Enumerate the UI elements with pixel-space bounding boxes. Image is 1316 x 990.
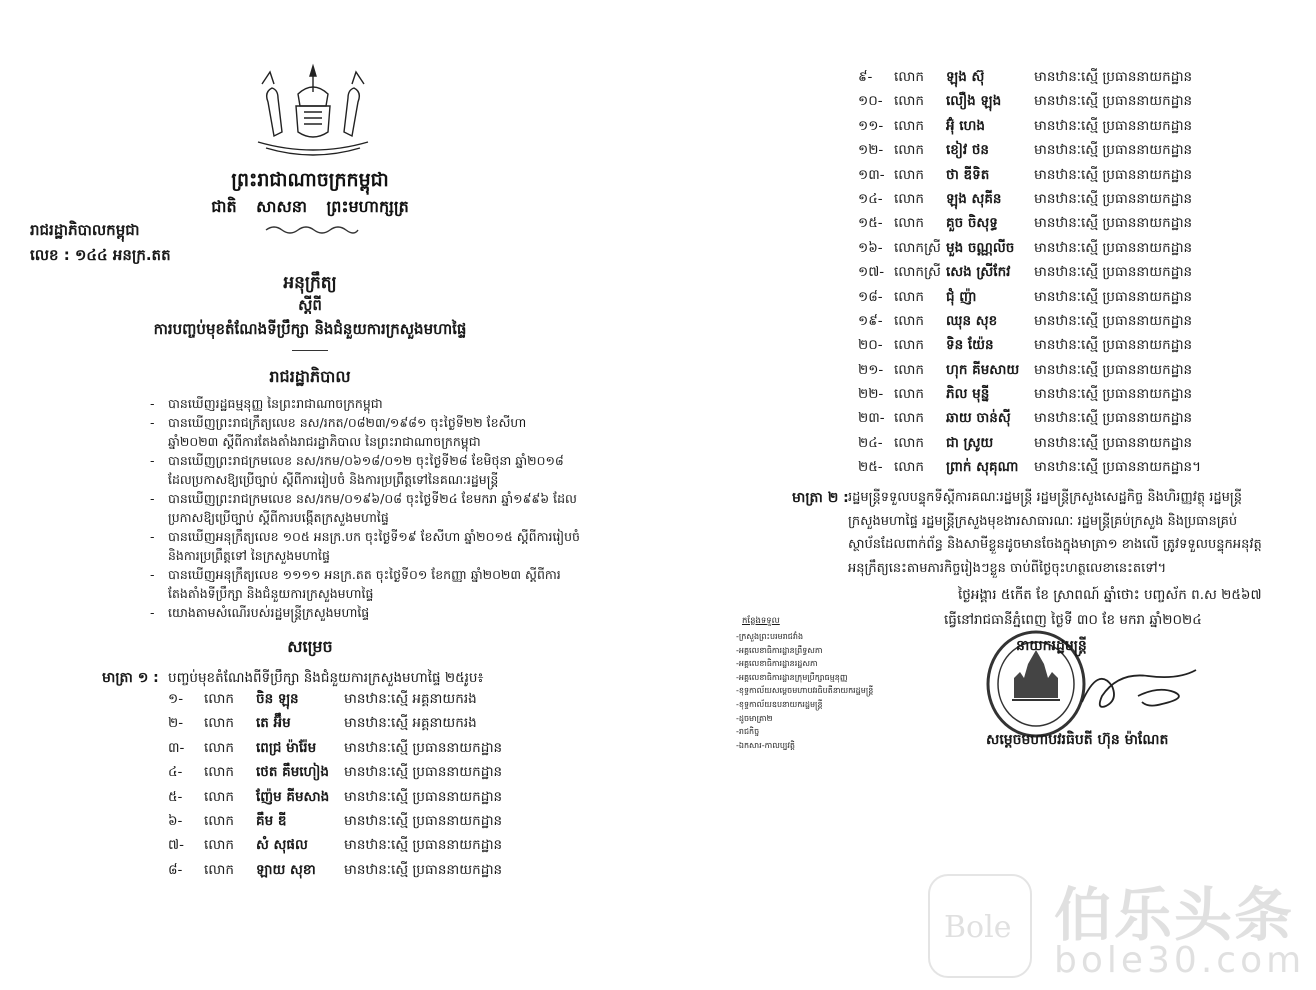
kingdom-title: ព្រះរាជាណាចក្រកម្ពុជា: [231, 169, 389, 191]
place-and-date: ធ្វើនៅរាជធានីភ្នំពេញ ថ្ងៃទី ៣០ ខែ មករា ឆ្នាំ២០២៤: [944, 612, 1202, 628]
government-name: រាជរដ្ឋាភិបាលកម្ពុជា: [30, 221, 140, 239]
decision-heading: សម្រេច: [287, 637, 333, 656]
royal-arms-emblem-icon: [248, 62, 378, 162]
roster-row: ៣- លោក ពេជ្រ ម៉ារ៉ែម មានឋានៈស្មើ ប្រធាននាយកដ្ឋាន: [168, 739, 503, 756]
roster-row: ២២- លោក ភិល មុន្នី មានឋានៈស្មើ ប្រធាននាយកដ្ឋាន: [858, 386, 1193, 403]
recipients-heading: កន្លែងទទួល: [742, 616, 780, 626]
preamble-item: - បានឃើញព្រះរាជក្រឹត្យលេខ នស/រកត/០៨២៣/១៩៨១ ចុះថ្ងៃទី២២ ខែសីហា ឆ្នាំ២០២៣ ស្តីពីការតែងតាំងរាជរដ្ឋាភិបាល នៃព្រះរាជាណាចក្រកម្ពុជា: [150, 415, 527, 449]
watermark-logo-icon: Bole: [928, 874, 1032, 978]
ornament-divider-icon: [262, 224, 362, 236]
article-1-label: មាត្រា ១ :: [102, 670, 159, 686]
roster-row: ១៨- លោក ជុំ ញ៉ា មានឋានៈស្មើ ប្រធាននាយកដ្ឋាន: [858, 288, 1193, 305]
recipient-item: -អគ្គលេខាធិការដ្ឋានរដ្ឋសភា: [736, 659, 818, 669]
roster-row: ១៩- លោក ឈុន សុខ មានឋានៈស្មើ ប្រធាននាយកដ្ឋាន: [858, 312, 1193, 329]
roster-row: ៥- លោក ញ៉ែម គីមសាង មានឋានៈស្មើ ប្រធាននាយកដ្ឋាន: [168, 788, 503, 805]
watermark-url: bole30.com: [1054, 940, 1306, 981]
about-label: ស្តីពី: [298, 296, 322, 314]
document-number: លេខ : ១៤៤ អនក្រ.តត: [30, 246, 171, 264]
roster-row: ១៦- លោកស្រី មួង ចណ្ណលីច មានឋានៈស្មើ ប្រធាននាយកដ្ឋាន: [858, 239, 1193, 256]
roster-row: ៧- លោក សំ សុផល មានឋានៈស្មើ ប្រធាននាយកដ្ឋាន: [168, 837, 503, 854]
roster-list: [168, 690, 608, 885]
roster-row: ៨- លោក ឡាយ សុខា មានឋានៈស្មើ ប្រធាននាយកដ្ឋាន: [168, 861, 503, 878]
preamble-list: [150, 394, 580, 622]
roster-row: ២៣- លោក ឆាយ ចាន់ស៊ី មានឋានៈស្មើ ប្រធាននាយកដ្ឋាន: [858, 410, 1193, 427]
roster-row: ១៣- លោក ថា ឌីទិត មានឋានៈស្មើ ប្រធាននាយកដ្ឋាន: [858, 166, 1193, 183]
recipient-item: -ខុទ្ទកាល័យសម្តេចមហាបវរធិបតីនាយករដ្ឋមន្ត្រី: [736, 686, 874, 696]
recipient-item: -ក្រសួងព្រះបរមរាជវាំង: [736, 632, 804, 641]
preamble-item: - បានឃើញអនុក្រឹត្យលេខ ១១១១ អនក្រ.តត ចុះថ្ងៃទី០១ ខែកញ្ញា ឆ្នាំ២០២៣ ស្តីពីការតែងតាំងទីប្រឹក្សា និងជំនួយការក្រសួងមហាផ្ទៃ: [150, 567, 561, 601]
article-1-text: បញ្ចប់មុខតំណែងពីទីប្រឹក្សា និងជំនួយការក្រសួងមហាផ្ទៃ ២៥រូប៖: [168, 670, 484, 686]
preamble-item: - បានឃើញរដ្ឋធម្មនុញ្ញ នៃព្រះរាជាណាចក្រកម្ពុជា: [150, 396, 383, 411]
lunar-date: ថ្ងៃអង្គារ ៥កើត ខែ ស្រាពណ៍ ឆ្នាំថោះ បញ្ចស័ក ព.ស ២៥៦៧: [958, 587, 1262, 603]
watermark-brand: 伯乐头条: [1054, 881, 1295, 949]
roster-row: ៦- លោក គឹម ឌី មានឋានៈស្មើ ប្រធាននាយកដ្ឋាន: [168, 812, 503, 829]
recipient-item: -ខុទ្ទកាល័យឧបនាយករដ្ឋមន្ត្រី: [736, 699, 823, 709]
roster-row: ២៤- លោក ជា ស្រូយ មានឋានៈស្មើ ប្រធាននាយកដ្ឋាន: [858, 434, 1193, 451]
preamble-item: - បានឃើញព្រះរាជក្រមលេខ នស/រកម/០៦១៨/០១២ ចុះថ្ងៃទី២៨ ខែមិថុនា ឆ្នាំ២០១៨ ដែលប្រកាសឱ្យប្រើច្បាប់ ស្តីពីការរៀបចំ និងការប្រព្រឹត្តទៅនៃគណៈរដ្ឋមន្ត្រី: [150, 453, 564, 487]
roster-row: ៩- លោក ឡុង ស៊ុ មានឋានៈស្មើ ប្រធាននាយកដ្ឋាន: [858, 69, 1193, 85]
recipient-item: -ដូចមាត្រា២: [736, 713, 773, 723]
issuer-heading: រាជរដ្ឋាភិបាល: [269, 367, 351, 386]
preamble-item: - យោងតាមសំណើរបស់រដ្ឋមន្ត្រីក្រសួងមហាផ្ទៃ: [150, 605, 370, 620]
roster-row: ១០- លោក លឿង ឡុង មានឋានៈស្មើ ប្រធាននាយកដ្ឋាន: [858, 93, 1193, 110]
article-2-text: រដ្ឋមន្ត្រីទទួលបន្ទុកទីស្តីការគណៈរដ្ឋមន្ត្រី រដ្ឋមន្ត្រីក្រសួងសេដ្ឋកិច្ច និងហិរញ្ញវត្ថុ រដ្ឋមន្ត្រីក្រសួងមហាផ្ទៃ រដ្ឋមន្ត្រីក្រសួងមុខងារសាធារណៈ រដ្ឋមន្ត្រីគ្រប់ក្រសួង និងប្រធានគ្រប់ស្ថាប័នដែលពាក់ព័ន្ធ និងសាមីខ្លួនដូចមានចែងក្នុងមាត្រា១ ខាងលើ ត្រូវទទួលបន្ទុកអនុវត្តអនុក្រឹត្យនេះតាមភារកិច្ចរៀងៗខ្លួន ចាប់ពីថ្ងៃចុះហត្ថលេខានេះតទៅ។: [848, 490, 1262, 576]
roster-row: ២- លោក តេ អ៊ឹម មានឋានៈស្មើ អគ្គនាយករង: [168, 715, 477, 732]
preamble-item: - បានឃើញព្រះរាជក្រមលេខ នស/រកម/០១៩៦/០៨ ចុះថ្ងៃទី២៤ ខែមករា ឆ្នាំ១៩៩៦ ដែលប្រកាសឱ្យប្រើច្បាប់ ស្តីពីការបង្កើតក្រសួងមហាផ្ទៃ: [150, 491, 577, 525]
title-divider: [292, 350, 328, 351]
roster-row: ១៤- លោក ឡុង សុគីន មានឋានៈស្មើ ប្រធាននាយកដ្ឋាន: [858, 190, 1193, 207]
roster-row: ២៥- លោក ព្រាក់ សុគុណា មានឋានៈស្មើ ប្រធាននាយកដ្ឋាន។: [858, 459, 1202, 476]
document-type: អនុក្រឹត្យ: [283, 273, 337, 293]
handwritten-signature-icon: [1078, 656, 1200, 714]
roster-row: ៤- លោក ថេត គឹមហៀង មានឋានៈស្មើ ប្រធាននាយកដ្ឋាន: [168, 764, 503, 781]
recipient-item: -អគ្គលេខាធិការដ្ឋានក្រុមប្រឹក្សាធម្មនុញ្ញ: [736, 672, 848, 682]
signer-role: នាយករដ្ឋមន្ត្រី: [1016, 638, 1087, 654]
preamble-item: - បានឃើញអនុក្រឹត្យលេខ ១០៥ អនក្រ.បក ចុះថ្ងៃទី១៩ ខែសីហា ឆ្នាំ២០១៥ ស្តីពីការរៀបចំ និងការប្រព្រឹត្តទៅ នៃក្រសួងមហាផ្ទៃ: [150, 529, 580, 563]
recipient-item: -រាជកិច្ច: [736, 727, 760, 737]
recipient-item: -ឯកសារ-កាលប្បវត្តិ: [736, 740, 795, 750]
watermark: [918, 866, 1316, 990]
right-page: [658, 0, 1316, 990]
document-subject: ការបញ្ចប់មុខតំណែងទីប្រឹក្សា និងជំនួយការក្រសួងមហាផ្ទៃ: [153, 320, 467, 338]
article-2-label: មាត្រា ២ :: [792, 490, 849, 506]
roster-row: ១១- លោក អ៊ុំ ហេង មានឋានៈស្មើ ប្រធាននាយកដ្ឋាន: [858, 117, 1193, 134]
roster-row: ១២- លោក ខៀវ ថន មានឋានៈស្មើ ប្រធាននាយកដ្ឋាន: [858, 142, 1193, 159]
national-motto: ជាតិ សាសនា ព្រះមហាក្សត្រ: [211, 197, 409, 216]
recipient-item: -អគ្គលេខាធិការដ្ឋានព្រឹទ្ធសភា: [736, 645, 823, 655]
roster-row: ២០- លោក ទិន យ៉ែន មានឋានៈស្មើ ប្រធាននាយកដ្ឋាន: [858, 337, 1193, 354]
roster-list-continued: [858, 68, 1298, 483]
roster-row: ១៧- លោកស្រី សេង ស្រីកែវ មានឋានៈស្មើ ប្រធាននាយកដ្ឋាន: [858, 264, 1193, 281]
recipients-list: [736, 630, 873, 752]
roster-row: ១- លោក ចិន ឡុន មានឋានៈស្មើ អគ្គនាយករង: [168, 691, 477, 707]
roster-row: ១៥- លោក គួច ចិសុទ្ធ មានឋានៈស្មើ ប្រធាននាយកដ្ឋាន: [858, 215, 1193, 232]
roster-row: ២១- លោក ហុក គីមសាយ មានឋានៈស្មើ ប្រធាននាយកដ្ឋាន: [858, 361, 1193, 378]
signer-name: សម្តេចមហាបវរធិបតី ហ៊ុន ម៉ាណែត: [986, 732, 1169, 748]
